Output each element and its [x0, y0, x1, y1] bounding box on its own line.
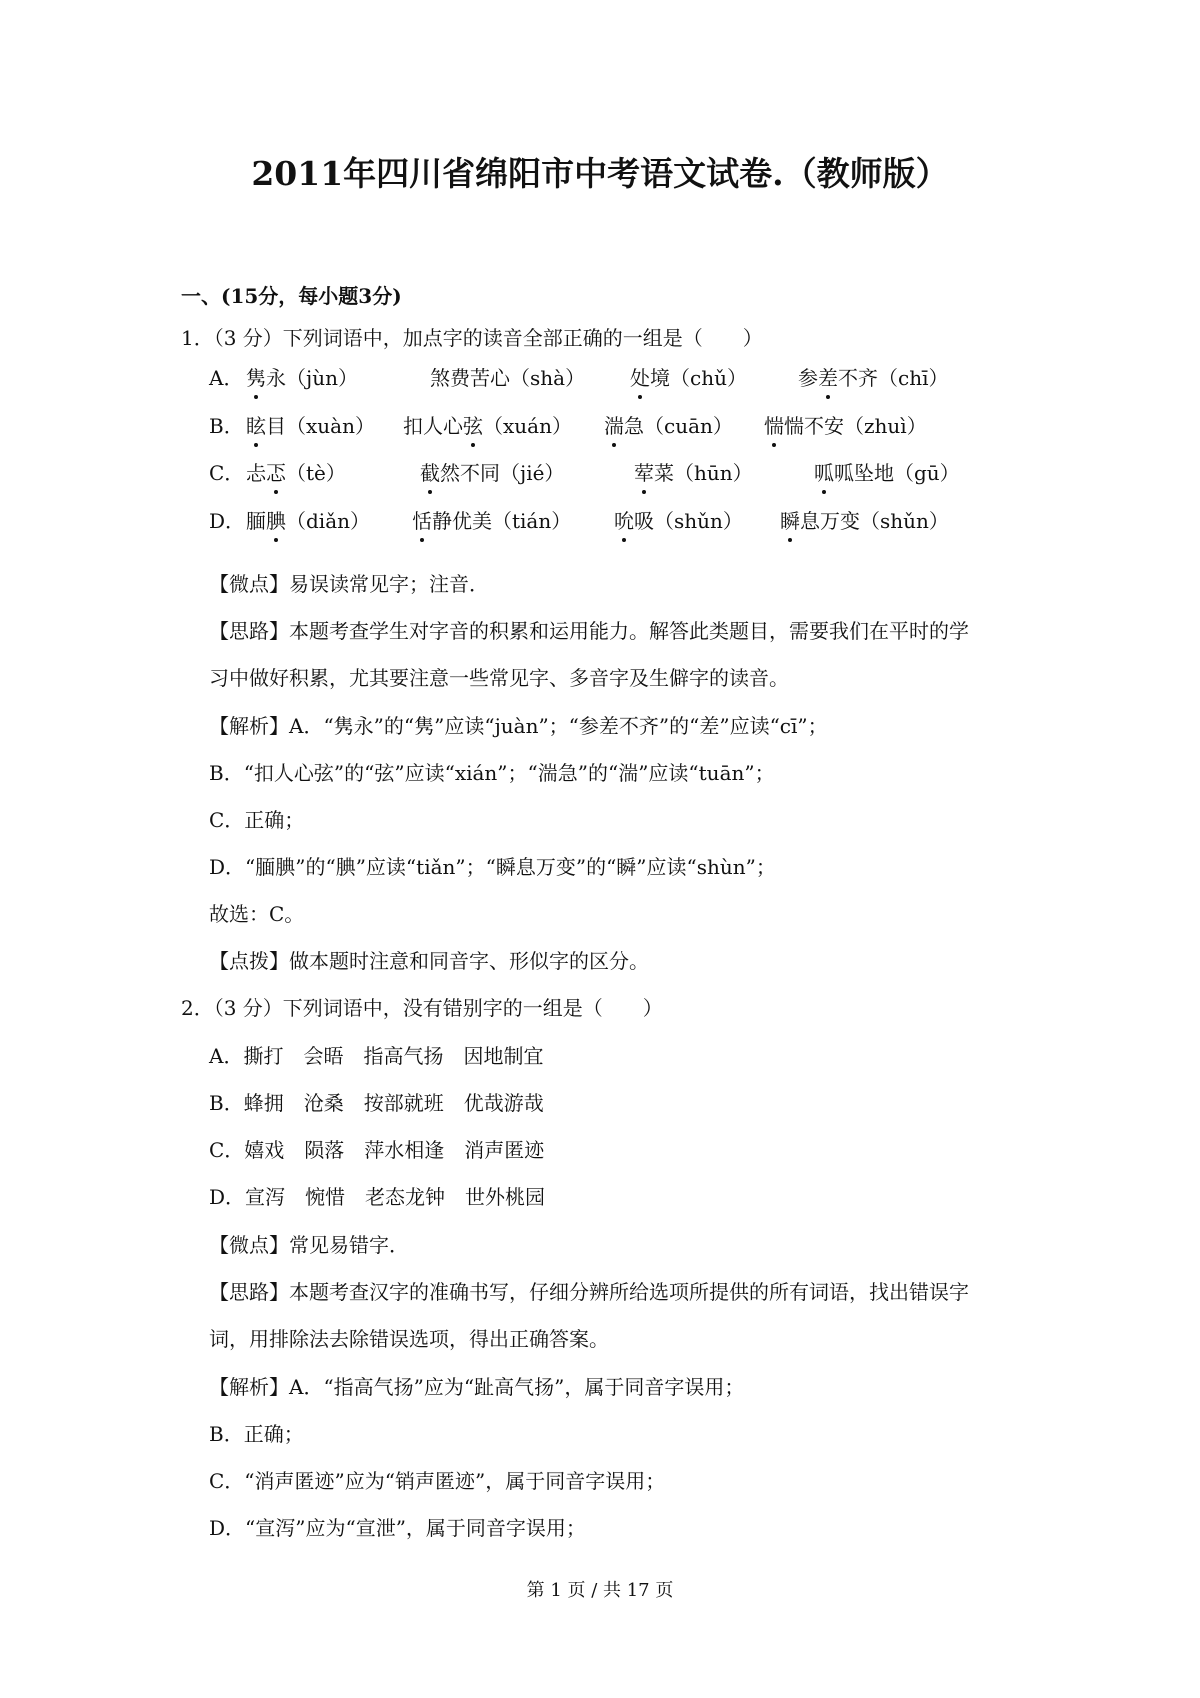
option-item: 腼腆（diǎn）: [246, 505, 370, 534]
option-label: D．: [209, 509, 246, 533]
q2-option-c: C．嬉戏 陨落 萍水相逢 消声匿迹: [209, 1138, 545, 1162]
option-item: 忐忑（tè）: [246, 457, 346, 486]
q2-jiexi-line4: D．“宣泻”应为“宣泄”，属于同音字误用；: [209, 1516, 586, 1540]
q2-silu-line1: 【思路】本题考查汉字的准确书写，仔细分辨所给选项所提供的所有词语，找出错误字: [209, 1280, 969, 1304]
option-item: 吮吸（shǔn）: [614, 505, 743, 534]
page-footer: 第 1 页 / 共 17 页: [526, 1580, 674, 1601]
option-item: 参差不齐（chī）: [798, 362, 948, 391]
option-item: 瞬息万变（shǔn）: [780, 505, 949, 534]
q1-stem: 1．（3 分）下列词语中，加点字的读音全部正确的一组是（ ）: [181, 326, 763, 350]
option-item: 处境（chǔ）: [630, 362, 747, 391]
q2-option-b: B．蜂拥 沧桑 按部就班 优哉游哉: [209, 1091, 544, 1115]
q1-weidian: 【微点】易误读常见字；注音．: [209, 572, 489, 596]
option-item: 煞费苦心（shà）: [430, 366, 586, 390]
option-item: 恬静优美（tián）: [412, 505, 571, 534]
q2-weidian: 【微点】常见易错字．: [209, 1233, 409, 1257]
q1-jiexi-line3: C．正确；: [209, 808, 305, 832]
option-label: A．: [209, 366, 244, 390]
q1-jiexi-line4: D．“腼腆”的“腆”应读“tiǎn”；“瞬息万变”的“瞬”应读“shùn”；: [209, 855, 776, 879]
option-label: C．: [209, 461, 245, 485]
option-item: 隽永（jùn）: [246, 362, 358, 391]
q2-option-a: A．撕打 会晤 指高气扬 因地制宜: [209, 1044, 544, 1068]
q2-jiexi-line2: B．正确；: [209, 1422, 304, 1446]
option-item: 惴惴不安（zhuì）: [764, 410, 927, 439]
q1-jiexi-line2: B．“扣人心弦”的“弦”应读“xián”；“湍急”的“湍”应读“tuān”；: [209, 761, 775, 785]
q2-option-d: D．宣泻 惋惜 老态龙钟 世外桃园: [209, 1185, 546, 1209]
section-heading: 一、(15分，每小题3分): [181, 284, 402, 308]
q1-silu-line2: 习中做好积累，尤其要注意一些常见字、多音字及生僻字的读音。: [209, 666, 789, 690]
option-item: 眩目（xuàn）: [246, 410, 375, 439]
q2-jiexi-line1: 【解析】A．“指高气扬”应为“趾高气扬”，属于同音字误用；: [209, 1375, 745, 1399]
option-item: 扣人心弦（xuán）: [403, 410, 572, 439]
page-title: 2011年四川省绵阳市中考语文试卷.（教师版）: [251, 154, 949, 193]
q2-jiexi-line3: C．“消声匿迹”应为“销声匿迹”，属于同音字误用；: [209, 1469, 666, 1493]
option-item: 荤菜（hūn）: [634, 457, 753, 486]
q1-answer: 故选：C。: [209, 902, 305, 926]
q2-stem: 2．（3 分）下列词语中，没有错别字的一组是（ ）: [181, 996, 663, 1020]
q1-dianbo: 【点拨】做本题时注意和同音字、形似字的区分。: [209, 949, 649, 973]
q2-silu-line2: 词，用排除法去除错误选项，得出正确答案。: [209, 1327, 609, 1351]
q1-silu-line1: 【思路】本题考查学生对字音的积累和运用能力。解答此类题目，需要我们在平时的学: [209, 619, 969, 643]
option-item: 呱呱坠地（gū）: [814, 457, 960, 486]
option-item: 截然不同（jié）: [420, 457, 564, 486]
option-item: 湍急（cuān）: [604, 410, 733, 439]
option-label: B．: [209, 414, 244, 438]
q1-jiexi-line1: 【解析】A．“隽永”的“隽”应读“juàn”；“参差不齐”的“差”应读“cī”；: [209, 714, 828, 738]
